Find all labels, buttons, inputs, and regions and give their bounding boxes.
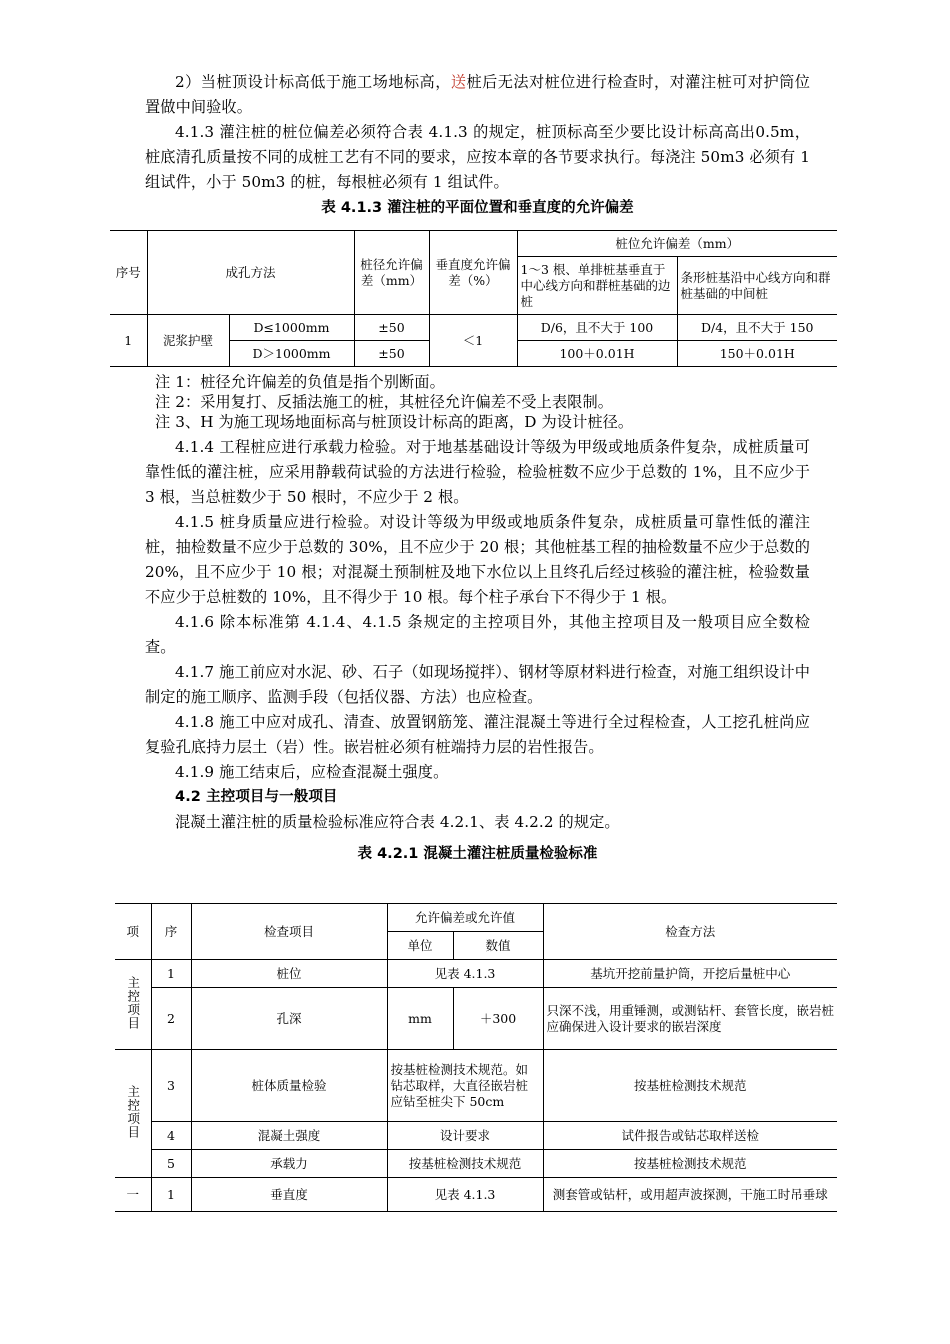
paragraph-4-1-3: 4.1.3 灌注桩的桩位偏差必须符合表 4.1.3 的规定，桩顶标高至少要比设计标高高出0.5m，桩底清孔质量按不同的成桩工艺有不同的要求，应按本章的各节要求执行。每浇注 50m3 必须有 1 组试件，小于 50m3 的桩，每根桩必须有 1 组试件。 [145,123,810,191]
t1-vertical-value: ＜1 [429,315,517,367]
t1-header-position-b: 条形桩基沿中心线方向和群桩基础的中间桩 [677,257,837,315]
t2-row-1-method: 基坑开挖前量护筒，开挖后量桩中心 [543,960,837,988]
paragraph-4-2: 混凝土灌注桩的质量检验标准应符合表 4.2.1、表 4.2.2 的规定。 [175,813,620,831]
t1-header-vertical: 垂直度允许偏差（%） [429,231,517,315]
t1-r1-diameter: ±50 [354,315,429,341]
paragraph-4-1-7: 4.1.7 施工前应对水泥、砂、石子（如现场搅拌）、钢材等原材料进行检查，对施工组织设计中制定的施工顺序、监测手段（包括仪器、方法）也应检查。 [145,663,810,706]
t2-header-seq: 序 [151,904,191,960]
t2-row-2-value: ＋300 [453,988,543,1050]
paragraph-2-highlight: 送 [450,73,467,91]
paragraph-4-1-8: 4.1.8 施工中应对成孔、清查、放置钢筋笼、灌注混凝土等进行全过程检查，人工挖孔桩尚应复验孔底持力层土（岩）性。嵌岩桩必须有桩端持力层的岩性报告。 [145,713,810,756]
t2-row-6-seq: 1 [151,1178,191,1212]
paragraph-4-1-9: 4.1.9 施工结束后，应检查混凝土强度。 [175,763,449,781]
t2-group-general: 一 [115,1178,151,1212]
t2-row-2-method: 只深不浅，用重锤测，或测钻杆、套管长度，嵌岩桩应确保进入设计要求的嵌岩深度 [543,988,837,1050]
t2-row-3-item: 桩体质量检验 [191,1050,387,1122]
paragraph-2-text-b: 桩后无法对桩位进行检查时，对灌注桩可对护筒位置做中间验收。 [145,73,810,116]
t2-row-1-item: 桩位 [191,960,387,988]
paragraph-4-1-6: 4.1.6 除本标准第 4.1.4、4.1.5 条规定的主控项目外，其他主控项目及一般项目应全数检查。 [145,613,810,656]
t1-r2-position-b: 150＋0.01H [677,341,837,367]
t2-row-3-seq: 3 [151,1050,191,1122]
t2-row-3-allow: 按基桩检测技术规范。如钻芯取样，大直径嵌岩桩应钻至桩尖下 50cm [387,1050,543,1122]
t2-row-6-item: 垂直度 [191,1178,387,1212]
t1-r1-position-a: D/6，且不大于 100 [517,315,677,341]
table-4-1-3 [110,230,837,367]
t1-row-seq: 1 [110,315,147,367]
t2-row-4-seq: 4 [151,1122,191,1150]
t2-group-main-b [115,1050,151,1178]
t1-r1-condition: D≤1000mm [229,315,354,341]
table-4-2-1 [115,903,837,1212]
t2-row-2-item: 孔深 [191,988,387,1050]
table-notes [145,372,810,432]
section-4-2-heading: 4.2 主控项目与一般项目 [175,789,338,805]
table-4-2-1-caption: 表 4.2.1 混凝土灌注桩质量检验标准 [357,846,598,862]
t2-row-5-allow: 按基桩检测技术规范 [387,1150,543,1178]
t2-row-5-method: 按基桩检测技术规范 [543,1150,837,1178]
paragraph-4-1-4: 4.1.4 工程桩应进行承载力检验。对于地基基础设计等级为甲级或地质条件复杂，成桩质量可靠性低的灌注桩，应采用静载荷试验的方法进行检验，检验桩数不应少于总数的 1%，且不应少于 3 根，当总桩数少于 50 根时，不应少于 2 根。 [145,438,810,506]
paragraph-4-1-5: 4.1.5 桩身质量应进行检验。对设计等级为甲级或地质条件复杂，成桩质量可靠性低的灌注桩，抽检数量不应少于总数的 30%，且不应少于 20 根；其他桩基工程的抽检数量不应少于总数的 20%，且不应少于 10 根；对混凝土预制桩及地下水位以上且终孔后经过核验的灌注桩，检验数量不应少于总桩数的 10%，且不得少于 10 根。每个柱子承台下不得少于 1 根。 [145,513,810,606]
t2-row-2-unit: mm [387,988,453,1050]
note-3: 注 3、H 为施工现场地面标高与桩顶设计标高的距离，D 为设计桩径。 [155,413,634,431]
t2-row-1-allow: 见表 4.1.3 [387,960,543,988]
t2-header-allow: 允许偏差或允许值 [387,904,543,932]
t1-header-method: 成孔方法 [147,231,354,315]
note-1: 注 1：桩径允许偏差的负值是指个别断面。 [155,373,445,391]
t2-header-item: 项 [115,904,151,960]
t2-row-3-method: 按基桩检测技术规范 [543,1050,837,1122]
t2-row-5-seq: 5 [151,1150,191,1178]
note-2: 注 2：采用复打、反插法施工的桩，其桩径允许偏差不受上表限制。 [155,393,614,411]
t1-header-seq: 序号 [110,231,147,315]
t2-row-4-item: 混凝土强度 [191,1122,387,1150]
t1-row-method: 泥浆护壁 [147,315,229,367]
paragraph-2-text-a: 2）当桩顶设计标高低于施工场地标高， [175,73,451,91]
t2-header-method: 检查方法 [543,904,837,960]
t1-r2-diameter: ±50 [354,341,429,367]
t2-header-value: 数值 [453,932,543,960]
t1-r2-position-a: 100＋0.01H [517,341,677,367]
t2-row-1-seq: 1 [151,960,191,988]
document-page [145,70,810,223]
table-4-1-3-caption: 表 4.1.3 灌注桩的平面位置和垂直度的允许偏差 [321,200,634,216]
t1-r2-condition: D＞1000mm [229,341,354,367]
t2-row-5-item: 承载力 [191,1150,387,1178]
t2-header-unit: 单位 [387,932,453,960]
t2-group-main-a [115,960,151,1050]
t2-row-2-seq: 2 [151,988,191,1050]
t2-row-6-method: 测套管或钻杆，或用超声波探测，干施工时吊垂球 [543,1178,837,1212]
paragraph-2 [145,70,810,120]
t2-row-6-allow: 见表 4.1.3 [387,1178,543,1212]
t2-group-main-a-label: 主控项目 [125,975,141,1030]
t2-row-4-method: 试件报告或钻芯取样送检 [543,1122,837,1150]
t1-header-position: 桩位允许偏差（mm） [517,231,837,257]
t2-group-main-b-label: 主控项目 [125,1084,141,1139]
t2-row-4-allow: 设计要求 [387,1122,543,1150]
t1-header-position-a: 1～3 根、单排桩基垂直于中心线方向和群桩基础的边桩 [517,257,677,315]
document-body-continued [145,372,810,869]
t1-header-diameter: 桩径允许偏差（mm） [354,231,429,315]
t1-r1-position-b: D/4，且不大于 150 [677,315,837,341]
t2-header-check: 检查项目 [191,904,387,960]
